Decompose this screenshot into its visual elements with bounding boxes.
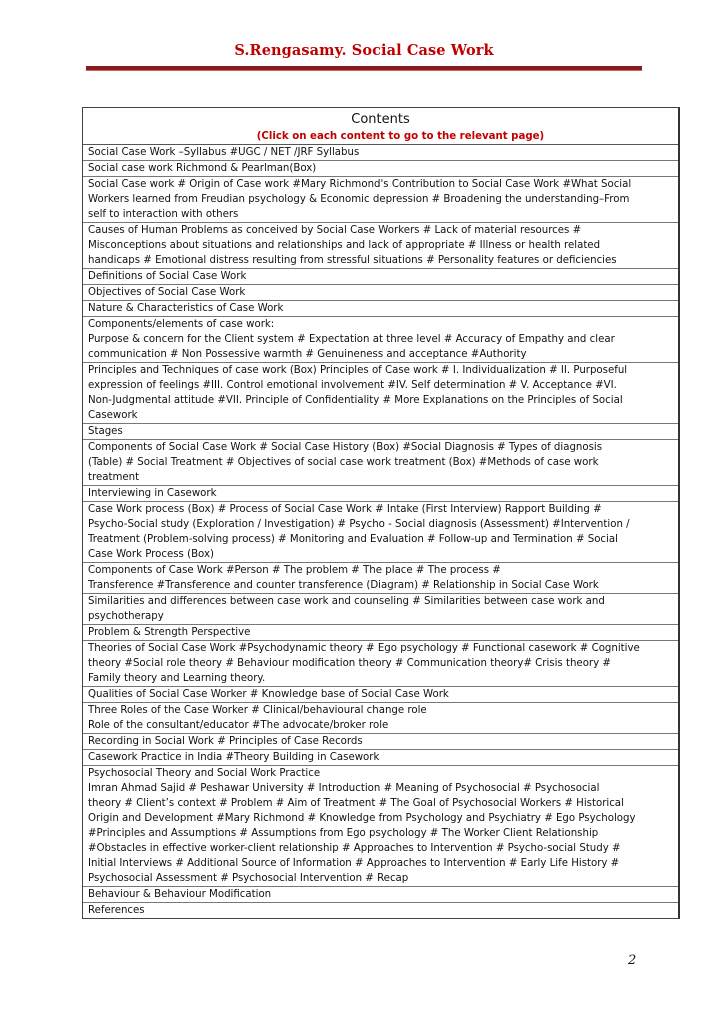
contents-entry-line: Misconceptions about situations and relationships and lack of appropriate # Illness or health related — [88, 240, 601, 251]
contents-entry-line: Casework Practice in India #Theory Building in Casework — [88, 752, 380, 763]
contents-entry-line: Family theory and Learning theory. — [88, 673, 266, 684]
contents-entry-line: Psychosocial Theory and Social Work Practice — [88, 768, 321, 779]
contents-entry-link[interactable] — [83, 734, 678, 750]
contents-entry-line: Recording in Social Work # Principles of Case Records — [88, 736, 363, 747]
contents-entry-link[interactable] — [83, 317, 678, 363]
contents-entry-line: References — [88, 905, 145, 916]
contents-entry-line: Social Case Work –Syllabus #UGC / NET /JRF Syllabus — [88, 147, 360, 158]
header-divider — [86, 66, 642, 71]
contents-entry-line: Initial Interviews # Additional Source of Information # Approaches to Intervention # Early Life History # — [88, 858, 620, 869]
contents-entry-line: Stages — [88, 426, 123, 437]
contents-entry-line: Social Case work # Origin of Case work #Mary Richmond's Contribution to Social Case Work #What Social — [88, 179, 632, 190]
contents-entry-link[interactable] — [83, 363, 678, 424]
contents-entry-line: Psycho-Social study (Exploration / Investigation) # Psycho - Social diagnosis (Assessment) #Intervention / — [88, 519, 630, 530]
contents-entry-line: Psychosocial Assessment # Psychosocial Intervention # Recap — [88, 873, 409, 884]
contents-entry-link[interactable] — [83, 903, 678, 918]
contents-entry-line: Role of the consultant/educator #The advocate/broker role — [88, 720, 389, 731]
contents-entry-line: Case Work process (Box) # Process of Social Case Work # Intake (First Interview) Rapport Building # — [88, 504, 602, 515]
contents-entry-line: Causes of Human Problems as conceived by Social Case Workers # Lack of material resources # — [88, 225, 582, 236]
contents-entry-link[interactable] — [83, 161, 678, 177]
contents-entry-line: Components of Case Work #Person # The problem # The place # The process # — [88, 565, 501, 576]
contents-entry-link[interactable] — [83, 301, 678, 317]
contents-entry-link[interactable] — [83, 703, 678, 734]
contents-entry-line: Components of Social Case Work # Social Case History (Box) #Social Diagnosis # Types of diagnosis — [88, 442, 603, 453]
contents-entry-line: Principles and Techniques of case work (Box) Principles of Case work # I. Individualization # II. Purposeful — [88, 365, 628, 376]
contents-entry-line: Treatment (Problem-solving process) # Monitoring and Evaluation # Follow-up and Termination # Social — [88, 534, 618, 545]
contents-entry-link[interactable] — [83, 177, 678, 223]
contents-entry-line: self to interaction with others — [88, 209, 239, 220]
document-header-title: S.Rengasamy. Social Case Work — [234, 42, 494, 59]
contents-entry-line: psychotherapy — [88, 611, 164, 622]
contents-entry-line: handicaps # Emotional distress resulting from stressful situations # Personality features or deficiencies — [88, 255, 617, 266]
contents-entry-link[interactable] — [83, 223, 678, 269]
contents-entry-line: #Obstacles in effective worker-client relationship # Approaches to Intervention # Psycho-social Study # — [88, 843, 621, 854]
page-number: 2 — [628, 953, 637, 968]
contents-entry-line: expression of feelings #III. Control emotional involvement #IV. Self determination # V. Acceptance #VI. — [88, 380, 617, 391]
contents-entry-line: Nature & Characteristics of Case Work — [88, 303, 284, 314]
contents-entry-line: Imran Ahmad Sajid # Peshawar University # Introduction # Meaning of Psychosocial # Psychosocial — [88, 783, 600, 794]
contents-entry-link[interactable] — [83, 440, 678, 486]
contents-instruction: (Click on each content to go to the relevant page) — [256, 131, 545, 142]
contents-entry-line: Qualities of Social Case Worker # Knowledge base of Social Case Work — [88, 689, 449, 700]
contents-entry-link[interactable] — [83, 269, 678, 285]
contents-entry-link[interactable] — [83, 641, 678, 687]
contents-entry-line: Objectives of Social Case Work — [88, 287, 246, 298]
contents-entry-link[interactable] — [83, 424, 678, 440]
contents-entry-line: theory # Client’s context # Problem # Aim of Treatment # The Goal of Psychosocial Workers # Historical — [88, 798, 624, 809]
contents-entry-line: Purpose & concern for the Client system # Expectation at three level # Accuracy of Empathy and clear — [88, 334, 615, 345]
contents-entry-line: (Table) # Social Treatment # Objectives of social case work treatment (Box) #Methods of case work — [88, 457, 599, 468]
contents-entry-link[interactable] — [83, 766, 678, 887]
contents-entry-link[interactable] — [83, 563, 678, 594]
contents-entry-line: Definitions of Social Case Work — [88, 271, 247, 282]
contents-entry-line: Interviewing in Casework — [88, 488, 217, 499]
contents-entry-line: Theories of Social Case Work #Psychodynamic theory # Ego psychology # Functional casework # Cognitive — [88, 643, 640, 654]
contents-entry-line: theory #Social role theory # Behaviour modification theory # Communication theory# Crisis theory # — [88, 658, 611, 669]
contents-entry-link[interactable] — [83, 145, 678, 161]
contents-entry-link[interactable] — [83, 502, 678, 563]
table-of-contents — [82, 107, 680, 919]
contents-entry-line: Workers learned from Freudian psychology & Economic depression # Broadening the understanding–From — [88, 194, 630, 205]
contents-entry-line: communication # Non Possessive warmth # Genuineness and acceptance #Authority — [88, 349, 527, 360]
contents-entries — [83, 144, 678, 918]
contents-entry-line: Problem & Strength Perspective — [88, 627, 251, 638]
contents-entry-line: #Principles and Assumptions # Assumptions from Ego psychology # The Worker Client Relationship — [88, 828, 599, 839]
contents-entry-link[interactable] — [83, 486, 678, 502]
contents-entry-link[interactable] — [83, 887, 678, 903]
contents-entry-line: Origin and Development #Mary Richmond # Knowledge from Psychology and Psychiatry # Ego Psychology — [88, 813, 636, 824]
contents-entry-link[interactable] — [83, 285, 678, 301]
contents-entry-line: Case Work Process (Box) — [88, 549, 214, 560]
contents-entry-link[interactable] — [83, 750, 678, 766]
contents-entry-line: Non-Judgmental attitude #VII. Principle of Confidentiality # More Explanations on the Principles of Social — [88, 395, 623, 406]
contents-entry-line: Behaviour & Behaviour Modification — [88, 889, 272, 900]
contents-entry-link[interactable] — [83, 594, 678, 625]
contents-entry-line: Three Roles of the Case Worker # Clinical/behavioural change role — [88, 705, 427, 716]
contents-entry-link[interactable] — [83, 687, 678, 703]
contents-entry-line: Transference #Transference and counter transference (Diagram) # Relationship in Social Case Work — [88, 580, 599, 591]
contents-entry-line: Casework — [88, 410, 138, 421]
contents-heading: Contents — [351, 112, 410, 127]
contents-entry-link[interactable] — [83, 625, 678, 641]
contents-entry-line: Social case work Richmond & Pearlman(Box) — [88, 163, 317, 174]
contents-entry-line: Components/elements of case work: — [88, 319, 275, 330]
contents-entry-line: treatment — [88, 472, 140, 483]
contents-entry-line: Similarities and differences between case work and counseling # Similarities between case work and — [88, 596, 605, 607]
